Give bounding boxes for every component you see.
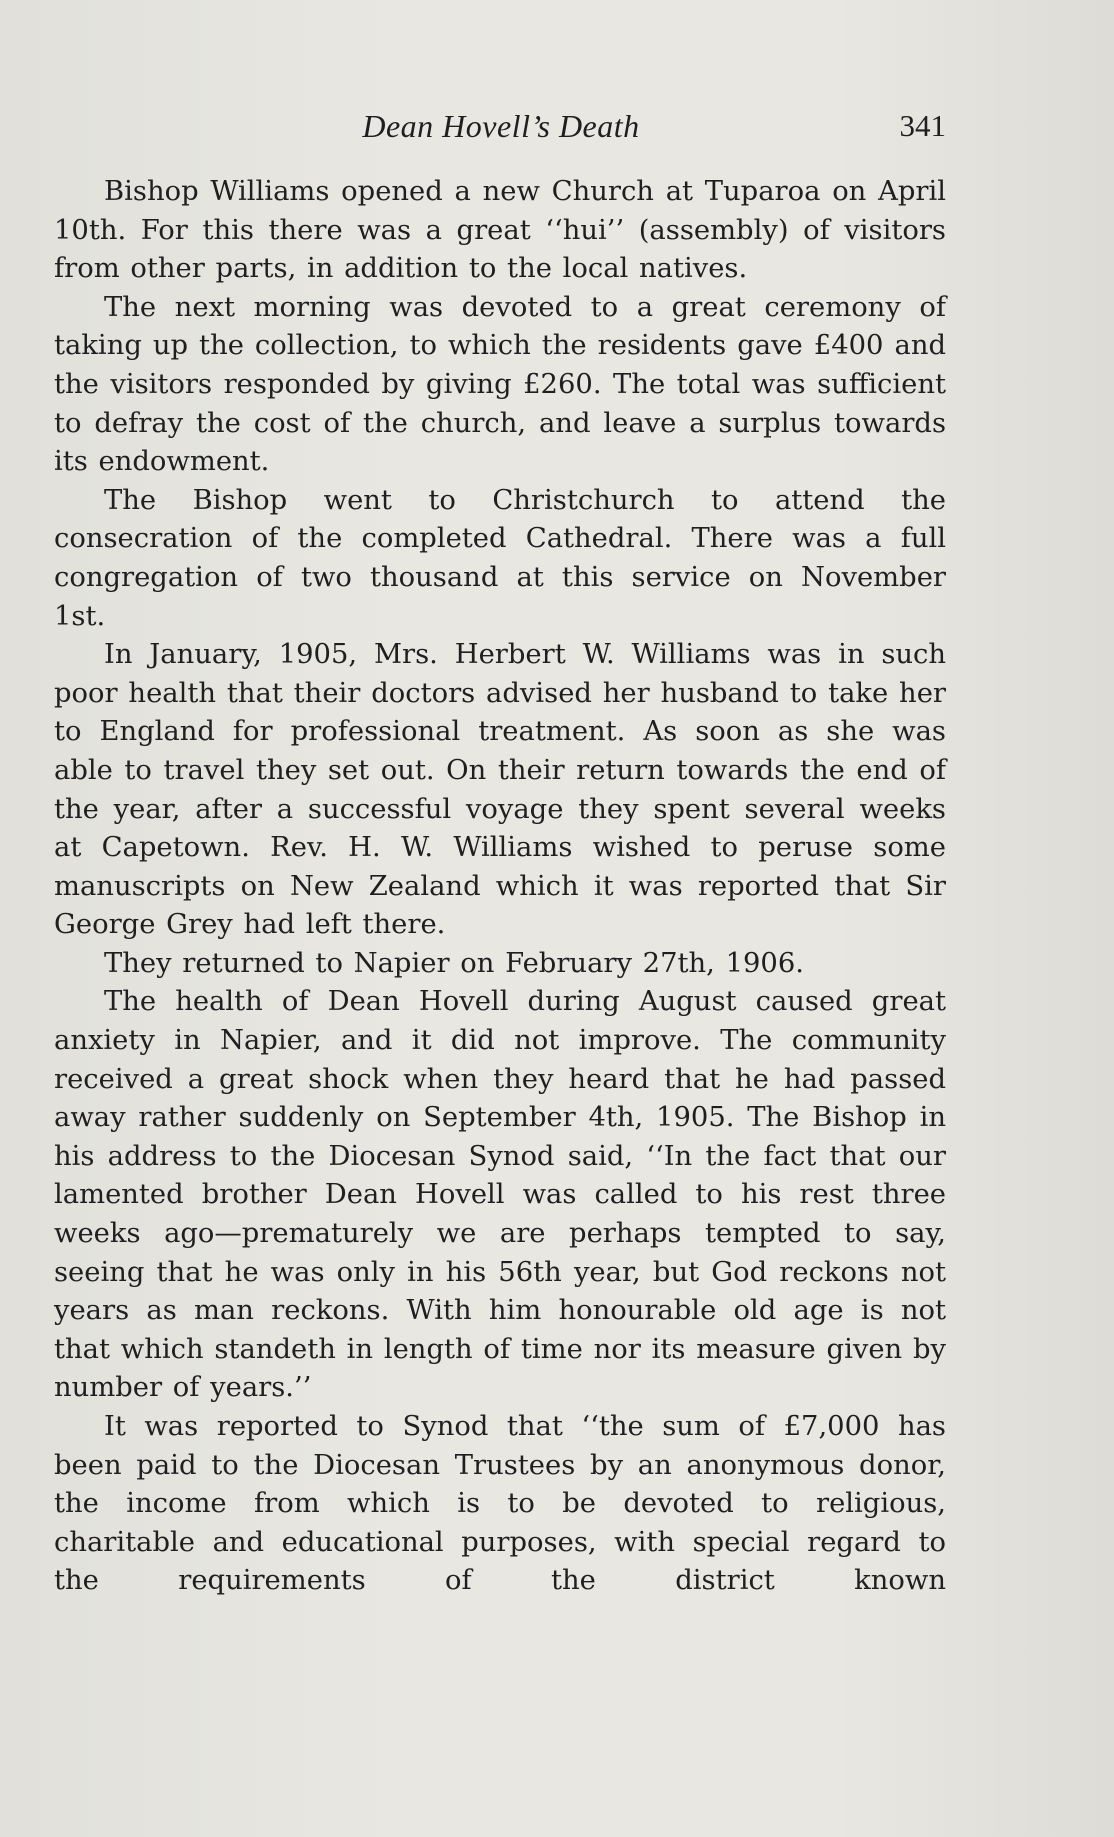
page-header	[56, 108, 946, 152]
paragraph-christchurch-cathedral: The Bishop went to Christchurch to attend the consecration of the completed Cathedral. There was a full congregation of two thousand at this service on November 1st.	[54, 484, 946, 632]
paragraph-dean-hovell-death: The health of Dean Hovell during August caused great anxiety in Napier, and it did not improve. The community received a great shock when they heard that he had passed away rather suddenly on September 4th, 1905. The Bishop in his address to the Diocesan Synod said, ‘‘In the fact that our lamented brother Dean Hovell was called to his rest three weeks ago—prematurely we are perhaps tempted to say, seeing that he was only in his 56th year, but God reckons not years as man reckons. With him honourable old age is not that which standeth in length of time nor its measure given by number of years.’’	[54, 986, 946, 1404]
running-title: Dean Hovell’s Death	[362, 108, 640, 144]
body-text	[54, 173, 946, 1601]
page-number: 341	[899, 108, 946, 143]
paragraph-return-napier: They returned to Napier on February 27th, 1906.	[104, 947, 804, 979]
paragraph-tuparoa-church: Bishop Williams opened a new Church at Tuparoa on April 10th. For this there was a great ‘‘hui’’ (assembly) of visitors from other parts, in addition to the local natives.	[54, 176, 946, 285]
paragraph-collection: The next morning was devoted to a great ceremony of taking up the collection, to which the residents gave £400 and the visitors responded by giving £260. The total was sufficient to defray the cost of the church, and leave a surplus towards its endowment.	[54, 291, 946, 478]
paragraph-anonymous-donor: It was reported to Synod that ‘‘the sum of £7,000 has been paid to the Diocesan Trustees by an anonymous donor, the income from which is to be devoted to religious, charitable and educational purposes, with special regard to the requirements of the district known	[54, 1411, 946, 1597]
paragraph-england-voyage: In January, 1905, Mrs. Herbert W. Williams was in such poor health that their doctors advised her husband to take her to England for professional treatment. As soon as she was able to travel they set out. On their return towards the end of the year, after a successful voyage they spent several weeks at Capetown. Rev. H. W. Williams wished to peruse some manuscripts on New Zealand which it was reported that Sir George Grey had left there.	[54, 639, 946, 941]
